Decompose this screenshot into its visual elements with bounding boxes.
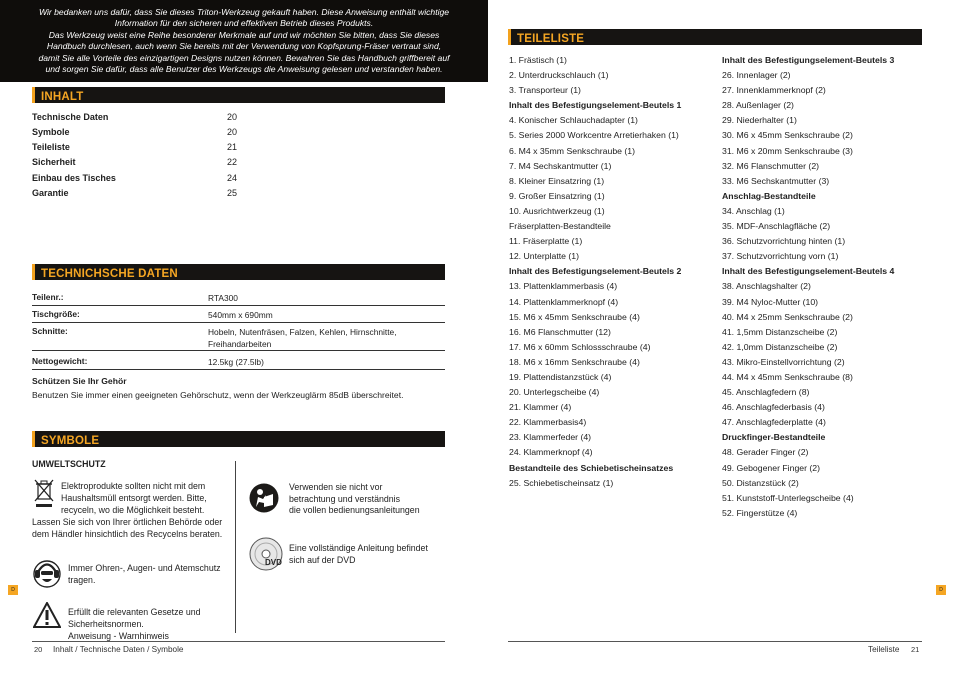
parts-group-heading: Inhalt des Befestigungselement-Beutels 4 [722,266,895,277]
section-header-teileliste [508,29,922,45]
footer-title-right: Teileliste [868,645,900,654]
parts-list-item: 7. M4 Sechskantmutter (1) [509,160,612,171]
spec-value: Freihandarbeiten [208,339,272,349]
parts-list-col1 [509,53,681,491]
spec-value: 12.5kg (27.5lb) [208,357,264,367]
parts-list-item: 4. Konischer Schlauchadapter (1) [509,115,638,126]
toc-row [32,112,252,124]
text-line: recyceln, wo die Möglichkeit besteht. [61,505,205,515]
parts-list-item: 8. Kleiner Einsatzring (1) [509,175,605,186]
page-tab-right: D [936,585,946,595]
text-line: Lassen Sie sich von Ihrer örtlichen Behörde oder [32,517,223,527]
spec-row [32,326,445,351]
parts-list-item: 41. 1,5mm Distanzscheibe (2) [722,326,838,337]
text-line: Erfüllt die relevanten Gesetze und [68,607,201,617]
intro-line: und sorgen Sie dafür, dass alle Benutzer des Werkzeugs die Anweisung gelesen und verstanden haben. [45,64,443,75]
intro-line: Information für den sicheren und effektiven Betrieb dieses Produkts. [114,18,374,29]
parts-list-item: 29. Niederhalter (1) [722,115,797,126]
toc-page: 20 [227,127,238,137]
spec-key: Schnitte: [32,326,68,336]
parts-list-item: 36. Schutzvorrichtung hinten (1) [722,236,846,247]
parts-list-item: 38. Anschlagshalter (2) [722,281,811,292]
parts-list-item: 44. M4 x 45mm Senkschraube (8) [722,371,853,382]
toc-row [32,142,252,154]
warning-icon [33,602,61,633]
warning-text [68,606,201,642]
section-title: TECHNICHSCHE DATEN [41,268,178,280]
text-line: sich auf der DVD [289,554,356,565]
parts-group-heading: Druckfinger-Bestandteile [722,432,826,443]
parts-list-item: 48. Gerader Finger (2) [722,447,809,458]
toc-page: 22 [227,157,238,167]
ppe-text [68,562,221,586]
parts-list-item: 1. Frästisch (1) [509,55,567,65]
footer-rule-right [508,641,922,642]
parts-list-item: 12. Unterplatte (1) [509,251,580,262]
parts-list-item: 35. MDF-Anschlagfläche (2) [722,221,831,232]
spec-value: 540mm x 690mm [208,310,273,320]
parts-list-item: 32. M6 Flanschmutter (2) [722,160,820,171]
toc-label: Teileliste [32,142,70,152]
intro-line: damit Sie alle Vorteile des einzigartigen Designs nutzen können. Bewahren Sie das Handbuch griffbereit auf [38,52,450,63]
parts-list-item: 3. Transporteur (1) [509,85,581,96]
parts-list-item: 46. Anschlagfederbasis (4) [722,402,825,413]
parts-list-item: 24. Klammerknopf (4) [509,447,593,458]
parts-group-heading: Inhalt des Befestigungselement-Beutels 1 [509,100,682,111]
parts-list-item: 26. Innenlager (2) [722,70,791,81]
parts-group-heading: Bestandteile des Schiebetischeinsatzes [509,462,674,473]
section-title: SYMBOLE [41,435,100,447]
parts-list-item: 34. Anschlag (1) [722,205,785,216]
page-tab-left: D [8,585,18,595]
parts-list-item: 39. M4 Nyloc-Mutter (10) [722,296,819,307]
toc-label: Symbole [32,127,70,137]
parts-list-item: 42. 1,0mm Distanzscheibe (2) [722,341,838,352]
parts-list-item: 2. Unterdruckschlauch (1) [509,70,609,81]
toc-row [32,188,252,200]
text-line: Sicherheitsnormen. [68,619,144,629]
section-header-symbole [32,431,445,447]
parts-list-item: 17. M6 x 60mm Schlossschraube (4) [509,341,651,352]
parts-list-item: 43. Mikro-Einstellvorrichtung (2) [722,356,845,367]
parts-list-item: 13. Plattenklammerbasis (4) [509,281,618,292]
text-line: tragen. [68,575,96,585]
crossed-bin-icon [33,478,55,513]
dvd-icon [249,537,283,576]
hearing-text: Benutzen Sie immer einen geeigneten Gehörschutz, wenn der Werkzeuglärm 85dB überschreitet. [32,390,404,400]
parts-list-item: 27. Innenklammerknopf (2) [722,85,826,96]
dvd-text [289,543,428,566]
toc-label: Garantie [32,188,69,198]
intro-line: Das Werkzeug weist eine Reihe besonderer Merkmale auf und wir möchten Sie bitten, dass Sie dieses [48,29,440,40]
parts-list-item: 51. Kunststoff-Unterlegscheibe (4) [722,492,854,503]
parts-list-item: 49. Gebogener Finger (2) [722,462,821,473]
parts-list-item: 21. Klammer (4) [509,402,572,413]
text-line: Verwenden sie nicht vor [289,482,383,492]
toc-page: 21 [227,142,238,152]
text-line: Immer Ohren-, Augen- und Atemschutz [68,563,221,573]
section-header-inhalt [32,87,445,103]
spec-row [32,356,445,370]
section-title: TEILELISTE [517,33,585,45]
toc-page: 20 [227,112,238,122]
spec-row [32,309,445,323]
intro-box [0,0,488,82]
parts-group-heading: Inhalt des Befestigungselement-Beutels 3 [722,55,895,65]
parts-list-item: 14. Plattenklammerknopf (4) [509,296,619,307]
section-header-tech [32,264,445,280]
dvd-icon-label: DVD [265,558,282,567]
intro-line: Wir bedanken uns dafür, dass Sie dieses Triton-Werkzeug gekauft haben. Diese Anweisung enthält wichtige [38,7,450,17]
intro-line: Handbuch durchlesen, auch wenn Sie bereits mit der Verwendung von Kopfsprung-Fräser vertraut sind, [46,41,442,52]
parts-list-item: 40. M4 x 25mm Senkschraube (2) [722,311,853,322]
text-line: die vollen bedienungsanleitungen [289,505,420,515]
text-line: Elektroprodukte sollten nicht mit dem [61,481,206,491]
toc-label: Technische Daten [32,112,109,122]
parts-list-item: Fräserplatten-Bestandteile [509,221,611,232]
text-line: betrachtung und verständnis [289,493,401,504]
text-line: Anweisung - Warnhinweis [68,631,169,641]
parts-list-item: 47. Anschlagfederplatte (4) [722,417,826,428]
parts-list-item: 52. Fingerstütze (4) [722,507,798,518]
umwelt-title: UMWELTSCHUTZ [32,459,106,469]
spec-row [32,292,445,306]
text-line: dem Händler hinsichtlich des Recycelns beraten. [32,529,223,539]
parts-group-heading: Inhalt des Befestigungselement-Beutels 2 [509,266,682,277]
parts-list-item: 11. Fräserplatte (1) [509,236,583,247]
text-line: Eine vollständige Anleitung befindet [289,543,428,553]
parts-list-item: 5. Series 2000 Workcentre Arretierhaken (1) [509,130,679,141]
spec-value: RTA300 [208,293,238,303]
umwelt-text [61,480,207,516]
ppe-head-icon [33,558,61,595]
spec-key: Teilenr.: [32,292,64,302]
spec-key: Tischgröße: [32,309,80,319]
parts-list-item: 19. Plattendistanzstück (4) [509,371,612,382]
spec-key: Nettogewicht: [32,356,88,366]
parts-list-item: 10. Ausrichtwerkzeug (1) [509,205,605,216]
page-number-left: 20 [34,645,43,654]
parts-list-item: 33. M6 Sechskantmutter (3) [722,175,830,186]
parts-list-item: 23. Klammerfeder (4) [509,432,592,443]
page-number-right: 21 [911,645,920,654]
column-divider [235,461,236,633]
toc-row [32,127,252,139]
parts-list-item: 37. Schutzvorrichtung vorn (1) [722,251,839,262]
section-title: INHALT [41,91,84,103]
parts-list-item: 25. Schiebetischeinsatz (1) [509,477,614,488]
toc-row [32,173,252,185]
parts-list-item: 6. M4 x 35mm Senkschraube (1) [509,145,636,156]
manual-text [289,482,420,517]
toc-label: Sicherheit [32,157,76,167]
spec-value: Hobeln, Nutenfräsen, Falzen, Kehlen, Hirnschnitte, [208,327,397,337]
parts-list-item: 16. M6 Flanschmutter (12) [509,326,611,337]
parts-list-item: 31. M6 x 20mm Senkschraube (3) [722,145,853,156]
text-line: Haushaltsmüll entsorgt werden. Bitte, [61,493,207,503]
parts-group-heading: Anschlag-Bestandteile [722,190,816,201]
parts-list-item: 50. Distanzstück (2) [722,477,799,488]
footer-title-left: Inhalt / Technische Daten / Symbole [53,645,184,654]
parts-list-col2 [722,53,894,521]
toc-page: 24 [227,173,238,183]
toc-page: 25 [227,188,238,198]
hearing-title: Schützen Sie Ihr Gehör [32,376,127,386]
parts-list-item: 20. Unterlegscheibe (4) [509,387,600,398]
parts-list-item: 45. Anschlagfedern (8) [722,387,810,398]
parts-list-item: 9. Großer Einsatzring (1) [509,190,605,201]
parts-list-item: 30. M6 x 45mm Senkschraube (2) [722,130,853,141]
parts-list-item: 18. M6 x 16mm Senkschraube (4) [509,356,640,367]
toc-label: Einbau des Tisches [32,173,116,183]
read-manual-icon [249,483,279,518]
toc-row [32,157,252,169]
parts-list-item: 22. Klammerbasis4) [509,417,587,428]
parts-list-item: 15. M6 x 45mm Senkschraube (4) [509,311,640,322]
umwelt-text-cont [32,516,222,540]
parts-list-item: 28. Außenlager (2) [722,100,794,111]
footer-rule-left [32,641,445,642]
